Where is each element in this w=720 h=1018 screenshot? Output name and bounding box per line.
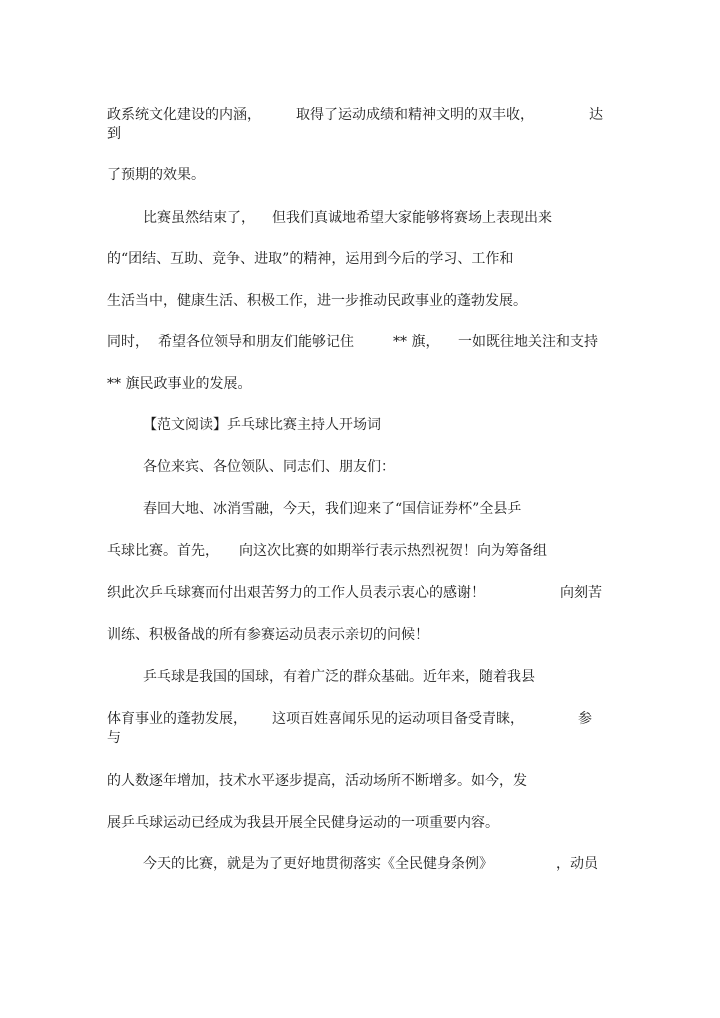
text-segment: 取得了运动成绩和精神文明的双丰收， bbox=[296, 107, 534, 123]
text-line bbox=[0, 290, 720, 312]
text-segment: 今天的比赛，就是为了更好地贯彻落实《全民健身条例》 bbox=[143, 856, 493, 872]
text-line bbox=[0, 123, 720, 145]
text-line bbox=[0, 853, 720, 875]
text-line bbox=[0, 331, 720, 353]
text-segment: ** 旗民政事业的发展。 bbox=[107, 376, 252, 392]
text-line bbox=[0, 582, 720, 604]
text-segment: 展乒乓球运动已经成为我县开展全民健身运动的一项重要内容。 bbox=[107, 815, 499, 831]
text-line bbox=[0, 540, 720, 562]
text-segment: 比赛虽然结束了， bbox=[143, 210, 255, 226]
text-segment: 训练、积极备战的所有参赛运动员表示亲切的问候！ bbox=[107, 627, 429, 643]
text-line bbox=[0, 770, 720, 792]
text-line bbox=[0, 727, 720, 749]
text-line bbox=[0, 498, 720, 520]
text-line bbox=[0, 666, 720, 688]
text-segment: 乓球比赛。首先， bbox=[107, 543, 219, 559]
text-segment: 与 bbox=[107, 730, 121, 746]
text-segment: 【范文阅读】乒乓球比赛主持人开场词 bbox=[143, 417, 381, 433]
text-segment: 达 bbox=[589, 107, 603, 123]
text-segment: 乒乓球是我国的国球，有着广泛的群众基础。近年来，随着我县 bbox=[143, 669, 535, 685]
text-segment: 各位来宾、各位领队、同志们、朋友们： bbox=[143, 459, 395, 475]
text-line bbox=[0, 207, 720, 229]
text-segment: 但我们真诚地希望大家能够将赛场上表现出来 bbox=[272, 210, 552, 226]
text-line bbox=[0, 248, 720, 270]
text-segment: 参 bbox=[578, 711, 592, 727]
text-line bbox=[0, 414, 720, 436]
text-segment: 体育事业的蓬勃发展， bbox=[107, 711, 247, 727]
text-segment: 向这次比赛的如期举行表示热烈祝贺！向为筹备组 bbox=[239, 543, 547, 559]
text-line bbox=[0, 164, 720, 186]
text-segment: ，动员 bbox=[556, 856, 598, 872]
text-segment: 这项百姓喜闻乐见的运动项目备受青睐， bbox=[272, 711, 524, 727]
text-segment: 向刻苦 bbox=[560, 585, 602, 601]
text-segment: 的人数逐年增加，技术水平逐步提高，活动场所不断增多。如今，发 bbox=[107, 773, 527, 789]
text-segment: 一如既往地关注和支持 bbox=[458, 334, 598, 350]
text-line bbox=[0, 456, 720, 478]
text-line bbox=[0, 624, 720, 646]
text-segment: ** 旗， bbox=[393, 334, 440, 350]
text-segment: 春回大地、冰消雪融，今天，我们迎来了“国信证券杯”全县乒 bbox=[143, 501, 522, 517]
text-segment: 的“团结、互助、竞争、进取”的精神，运用到今后的学习、工作和 bbox=[107, 251, 514, 267]
text-segment: 到 bbox=[107, 126, 121, 142]
text-segment: 织此次乒乓球赛而付出艰苦努力的工作人员表示衷心的感谢！ bbox=[107, 585, 485, 601]
text-segment: 希望各位领导和朋友们能够记住 bbox=[158, 334, 354, 350]
text-segment: 生活当中，健康生活、积极工作，进一步推动民政事业的蓬勃发展。 bbox=[107, 293, 527, 309]
text-line bbox=[0, 373, 720, 395]
text-segment: 同时， bbox=[107, 334, 149, 350]
text-segment: 了预期的效果。 bbox=[107, 167, 205, 183]
text-segment: 政系统文化建设的内涵， bbox=[107, 107, 261, 123]
text-line bbox=[0, 812, 720, 834]
